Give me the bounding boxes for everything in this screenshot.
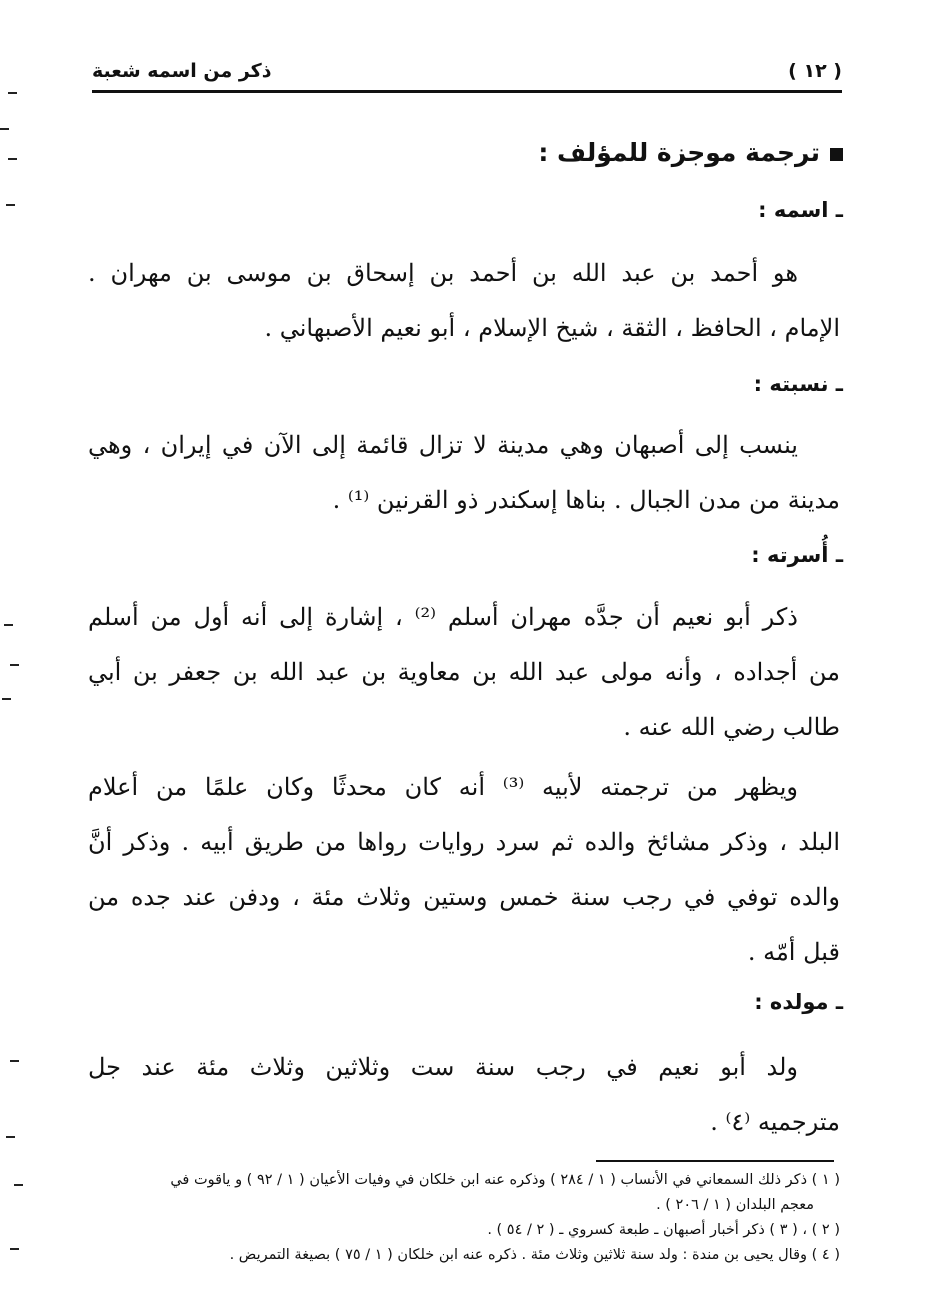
paragraph-family-2 [88, 760, 840, 980]
running-header [92, 58, 842, 88]
scan-mark [8, 92, 17, 94]
square-bullet-icon [830, 148, 843, 161]
page-number: ( ١٢ ) [788, 60, 842, 82]
text-line: ينسب إلى أصبهان وهي مدينة لا تزال قائمة إلى الآن في إيران ، وهي [88, 431, 798, 459]
footnote: معجم البلدان ( ١ / ٢٠٦ ) . [656, 1197, 814, 1213]
scan-mark [0, 128, 9, 130]
text-line: من أجداده ، وأنه مولى عبد الله بن معاوية بن عبد الله بن جعفر بن أبي [88, 658, 840, 686]
scan-mark [4, 624, 13, 626]
footnote-rule [596, 1160, 834, 1162]
text-line: مترجميه ⁽٤⁾ . [710, 1108, 840, 1136]
footnote: ( ٤ ) وقال يحيى بن مندة : ولد سنة ثلاثين وثلاث مئة . ذكره عنه ابن خلكان ( ١ / ٧٥ ) بصيغة التمريض . [229, 1247, 840, 1263]
subheading-family: ـ أُسرته : [751, 543, 843, 567]
text-line: ويظهر من ترجمته لأبيه ⁽³⁾ أنه كان محدثًا وكان علمًا من أعلام [88, 773, 798, 801]
subheading-birth: ـ مولده : [754, 990, 843, 1014]
section-title [538, 138, 843, 167]
paragraph-lineage [88, 418, 840, 528]
text-line: البلد ، وذكر مشائخ والده ثم سرد روايات رواها من طريق أبيه . وذكر أنَّ [88, 828, 840, 856]
paragraph-family-1 [88, 590, 840, 755]
subheading-name: ـ اسمه : [758, 198, 843, 222]
text-line: ذكر أبو نعيم أن جدَّه مهران أسلم ⁽²⁾ ، إشارة إلى أنه أول من أسلم [88, 603, 798, 631]
scan-mark [6, 1136, 15, 1138]
running-title: ذكر من اسمه شعبة [92, 60, 272, 82]
text-line: مدينة من مدن الجبال . بناها إسكندر ذو القرنين ⁽¹⁾ . [332, 486, 840, 514]
text-line: ولد أبو نعيم في رجب سنة ست وثلاثين وثلاث مئة عند جل [88, 1053, 798, 1081]
scan-mark [14, 1184, 23, 1186]
text-line: والده توفي في رجب سنة خمس وستين وثلاث مئة ، ودفن عند جده من [88, 883, 840, 911]
paragraph-birth [88, 1040, 840, 1150]
text-line: الإمام ، الحافظ ، الثقة ، شيخ الإسلام ، أبو نعيم الأصبهاني . [264, 314, 840, 342]
scan-mark [10, 664, 19, 666]
scan-mark [10, 1060, 19, 1062]
scan-mark [10, 1248, 19, 1250]
text-line: قبل أمّه . [747, 938, 840, 966]
subheading-lineage: ـ نسبته : [753, 372, 843, 396]
header-rule [92, 90, 842, 93]
footnotes [80, 1168, 840, 1268]
footnote: ( ١ ) ذكر ذلك السمعاني في الأنساب ( ١ / ٢٨٤ ) وذكره عنه ابن خلكان في وفيات الأعيان ( ١ / ٩٢ ) و ياقوت في [170, 1172, 840, 1188]
text-line: طالب رضي الله عنه . [623, 713, 840, 741]
footnote: ( ٢ ) ، ( ٣ ) ذكر أخبار أصبهان ـ طبعة كسروي ـ ( ٢ / ٥٤ ) . [487, 1222, 840, 1238]
text-line: هو أحمد بن عبد الله بن أحمد بن إسحاق بن موسى بن مهران . [88, 259, 798, 287]
scan-mark [8, 158, 17, 160]
scan-mark [6, 204, 15, 206]
paragraph-name [88, 246, 840, 356]
scan-mark [2, 698, 11, 700]
section-title-text: ترجمة موجزة للمؤلف : [538, 138, 820, 167]
